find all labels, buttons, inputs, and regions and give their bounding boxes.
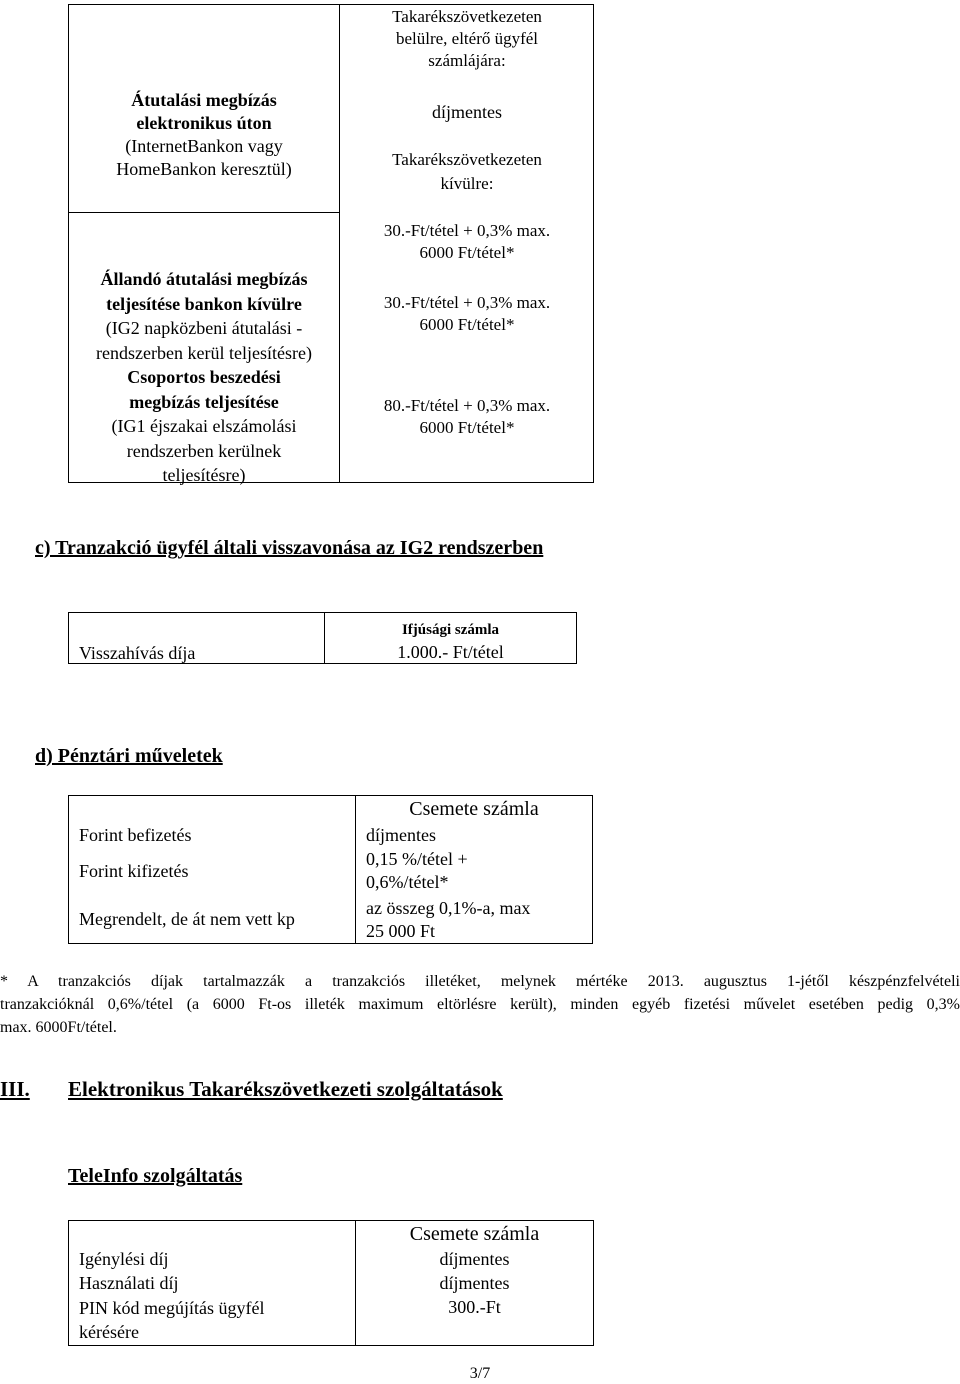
fee-value-3: 80.-Ft/tétel + 0,3% max. 6000 Ft/tétel* — [383, 396, 551, 437]
fee-outside-label: Takarékszövetkezeten kívülre: — [392, 150, 542, 193]
fee-table-row-divider — [68, 212, 340, 213]
cash-op-value-withdrawal: 0,15 %/tétel + 0,6%/tétel* — [366, 849, 468, 892]
section-iii-number: III. — [0, 1077, 30, 1101]
fee-value-2: 30.-Ft/tétel + 0,3% max. 6000 Ft/tétel* — [383, 293, 551, 334]
cash-op-value-uncollected: az összeg 0,1%-a, max 25 000 Ft — [366, 898, 531, 941]
section-iii-title: Elektronikus Takarékszövetkezeti szolgáltatások — [68, 1077, 503, 1101]
section-c-heading: c) Tranzakció ügyfél általi visszavonása az IG2 rendszerben — [35, 537, 544, 559]
recall-fee-label: Visszahívás díja — [79, 643, 196, 663]
teleinfo-label-request: Igénylési díj — [79, 1249, 169, 1269]
teleinfo-value-pin-renewal: 300.-Ft — [448, 1297, 501, 1317]
recall-fee-col-header: Ifjúsági számla — [401, 622, 500, 638]
teleinfo-col-header: Csemete számla — [409, 1223, 540, 1245]
teleinfo-value-usage: díjmentes — [439, 1273, 510, 1293]
section-d-heading: d) Pénztári műveletek — [35, 745, 223, 767]
cash-op-label-uncollected: Megrendelt, de át nem vett kp — [79, 909, 295, 929]
cash-op-col-header: Csemete számla — [409, 798, 539, 820]
transfer-type-standing-order: Állandó átutalási megbízás teljesítése bankon kívülre (IG2 napközbeni átutalási - rendszerben kerül teljesítésre) Csoportos beszedési megbízás teljesítése (IG1 éjszakai elszámolási rendszerben kerülnek teljesítésre) — [96, 269, 312, 485]
cash-op-label-withdrawal: Forint kifizetés — [79, 861, 189, 881]
cash-op-label-deposit: Forint befizetés — [79, 825, 192, 845]
teleinfo-heading: TeleInfo szolgáltatás — [68, 1165, 243, 1187]
page-number: 3/7 — [469, 1365, 491, 1382]
transfer-type-electronic: Átutalási megbízás elektronikus úton (InternetBankon vagy HomeBankon keresztül) — [116, 90, 292, 179]
teleinfo-label-usage: Használati díj — [79, 1273, 179, 1293]
teleinfo-label-pin-renewal: PIN kód megújítás ügyfél kérésére — [79, 1298, 265, 1342]
fee-value-1: 30.-Ft/tétel + 0,3% max. 6000 Ft/tétel* — [383, 221, 551, 262]
footnote: * A tranzakciós díjak tartalmazzák a tranzakciós illetéket, melynek mértéke 2013. augusztus 1-jétől készpénzfelvételi tranzakcióknál 0,6%/tétel (a 6000 Ft-os illeték maximum eltörlésre került), minden egyéb fizetési művelet esetében pedig 0,3% max. 6000Ft/tétel. — [0, 973, 960, 1036]
fee-inside-value: díjmentes — [432, 102, 502, 122]
teleinfo-value-request: díjmentes — [439, 1249, 510, 1269]
recall-fee-value: 1.000.- Ft/tétel — [397, 642, 504, 662]
fee-table-divider — [339, 4, 340, 483]
fee-inside-label: Takarékszövetkezeten belülre, eltérő ügyfél számlájára: — [392, 7, 542, 70]
cash-op-value-deposit: díjmentes — [366, 825, 436, 845]
